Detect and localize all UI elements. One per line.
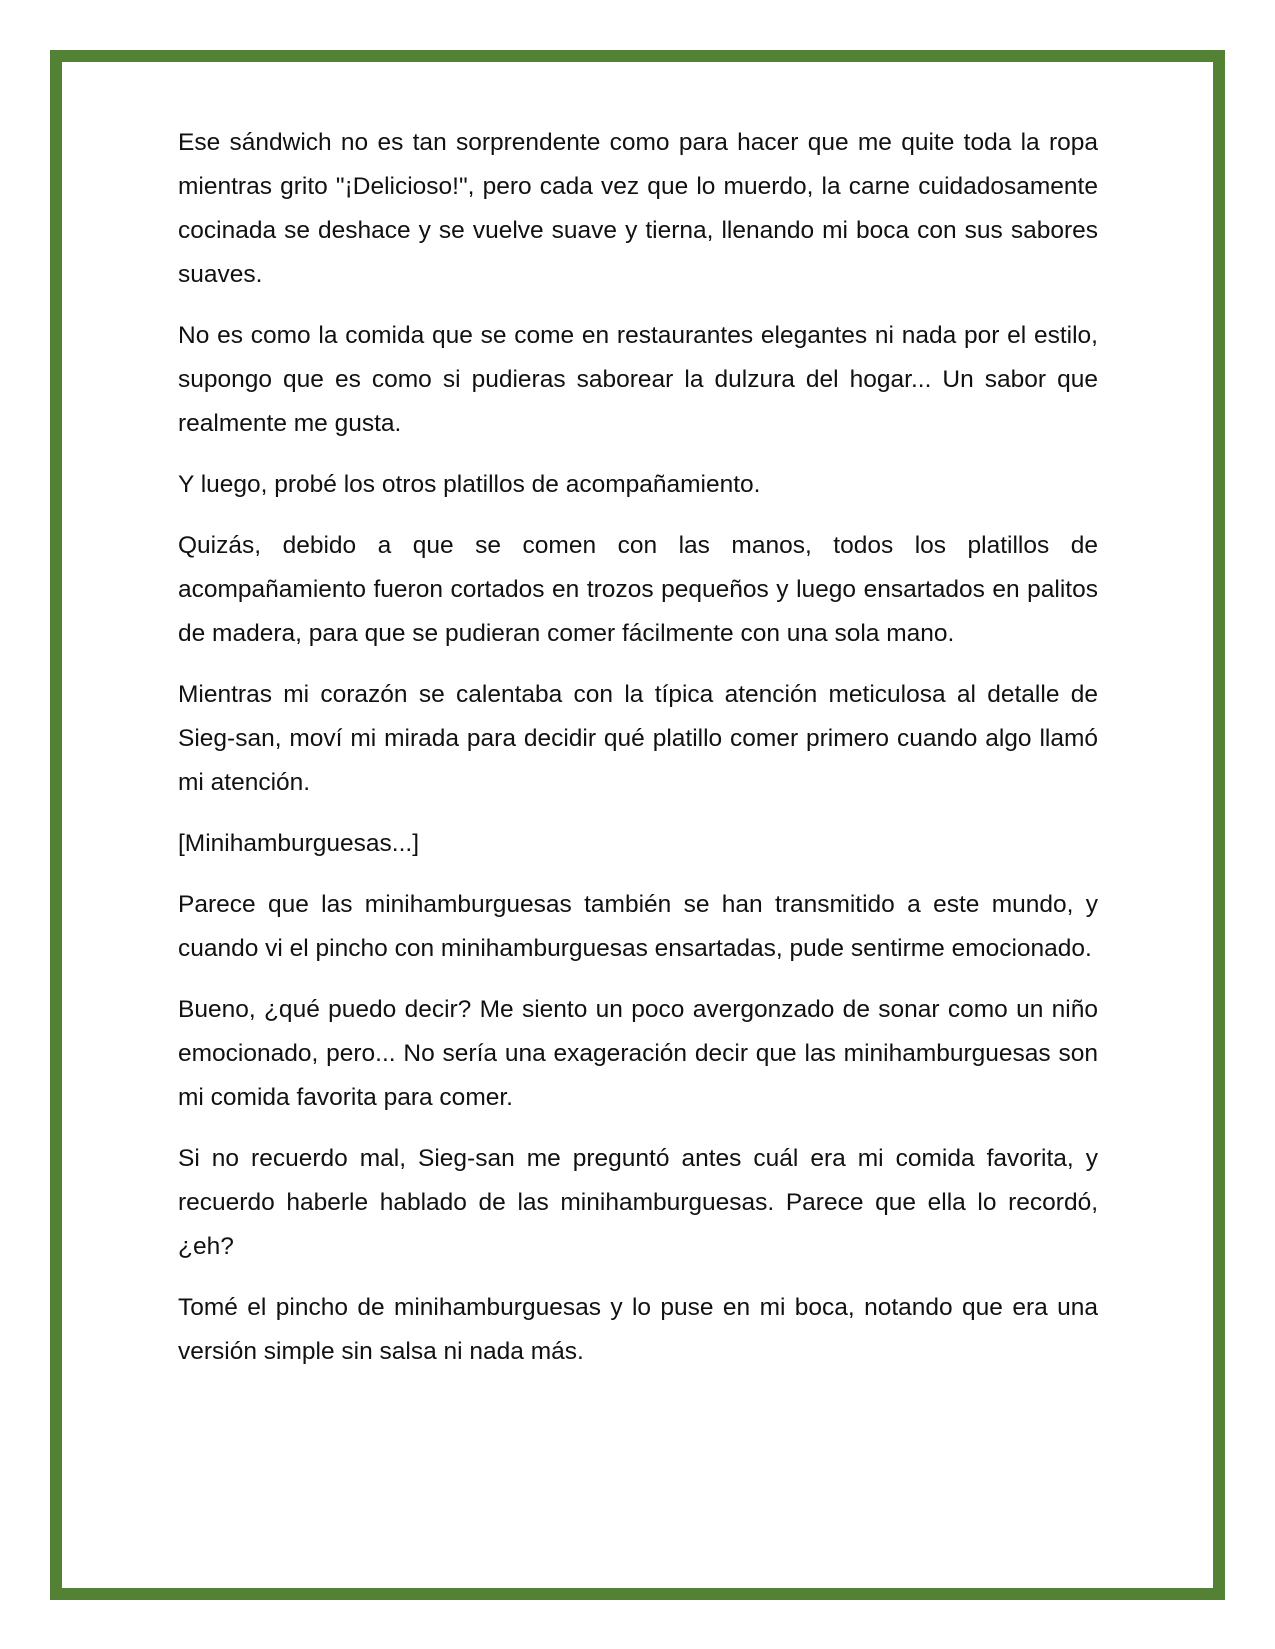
paragraph: Y luego, probé los otros platillos de acompañamiento. bbox=[178, 471, 761, 498]
paragraph: Mientras mi corazón se calentaba con la típica atención meticulosa al detalle de Sieg-san, moví mi mirada para decidir qué platillo comer primero cuando algo llamó mi atención. bbox=[178, 681, 1098, 796]
paragraph: Ese sándwich no es tan sorprendente como para hacer que me quite toda la ropa mientras grito "¡Delicioso!", pero cada vez que lo muerdo, la carne cuidadosamente cocinada se deshace y se vuelve suave y tierna, llenando mi boca con sus sabores suaves. bbox=[178, 129, 1098, 288]
paragraph: Parece que las minihamburguesas también se han transmitido a este mundo, y cuando vi el pincho con minihamburguesas ensartadas, pude sentirme emocionado. bbox=[178, 891, 1098, 962]
document-body bbox=[178, 121, 1098, 1391]
paragraph: Si no recuerdo mal, Sieg-san me preguntó antes cuál era mi comida favorita, y recuerdo haberle hablado de las minihamburguesas. Parece que ella lo recordó, ¿eh? bbox=[178, 1145, 1098, 1260]
paragraph: [Minihamburguesas...] bbox=[178, 830, 420, 857]
paragraph: Quizás, debido a que se comen con las manos, todos los platillos de acompañamiento fueron cortados en trozos pequeños y luego ensartados en palitos de madera, para que se pudieran comer fácilmente con una sola mano. bbox=[178, 532, 1098, 647]
paragraph: Bueno, ¿qué puedo decir? Me siento un poco avergonzado de sonar como un niño emocionado, pero... No sería una exageración decir que las minihamburguesas son mi comida favorita para comer. bbox=[178, 996, 1098, 1111]
paragraph: Tomé el pincho de minihamburguesas y lo puse en mi boca, notando que era una versión simple sin salsa ni nada más. bbox=[178, 1294, 1098, 1365]
paragraph: No es como la comida que se come en restaurantes elegantes ni nada por el estilo, supongo que es como si pudieras saborear la dulzura del hogar... Un sabor que realmente me gusta. bbox=[178, 322, 1098, 437]
